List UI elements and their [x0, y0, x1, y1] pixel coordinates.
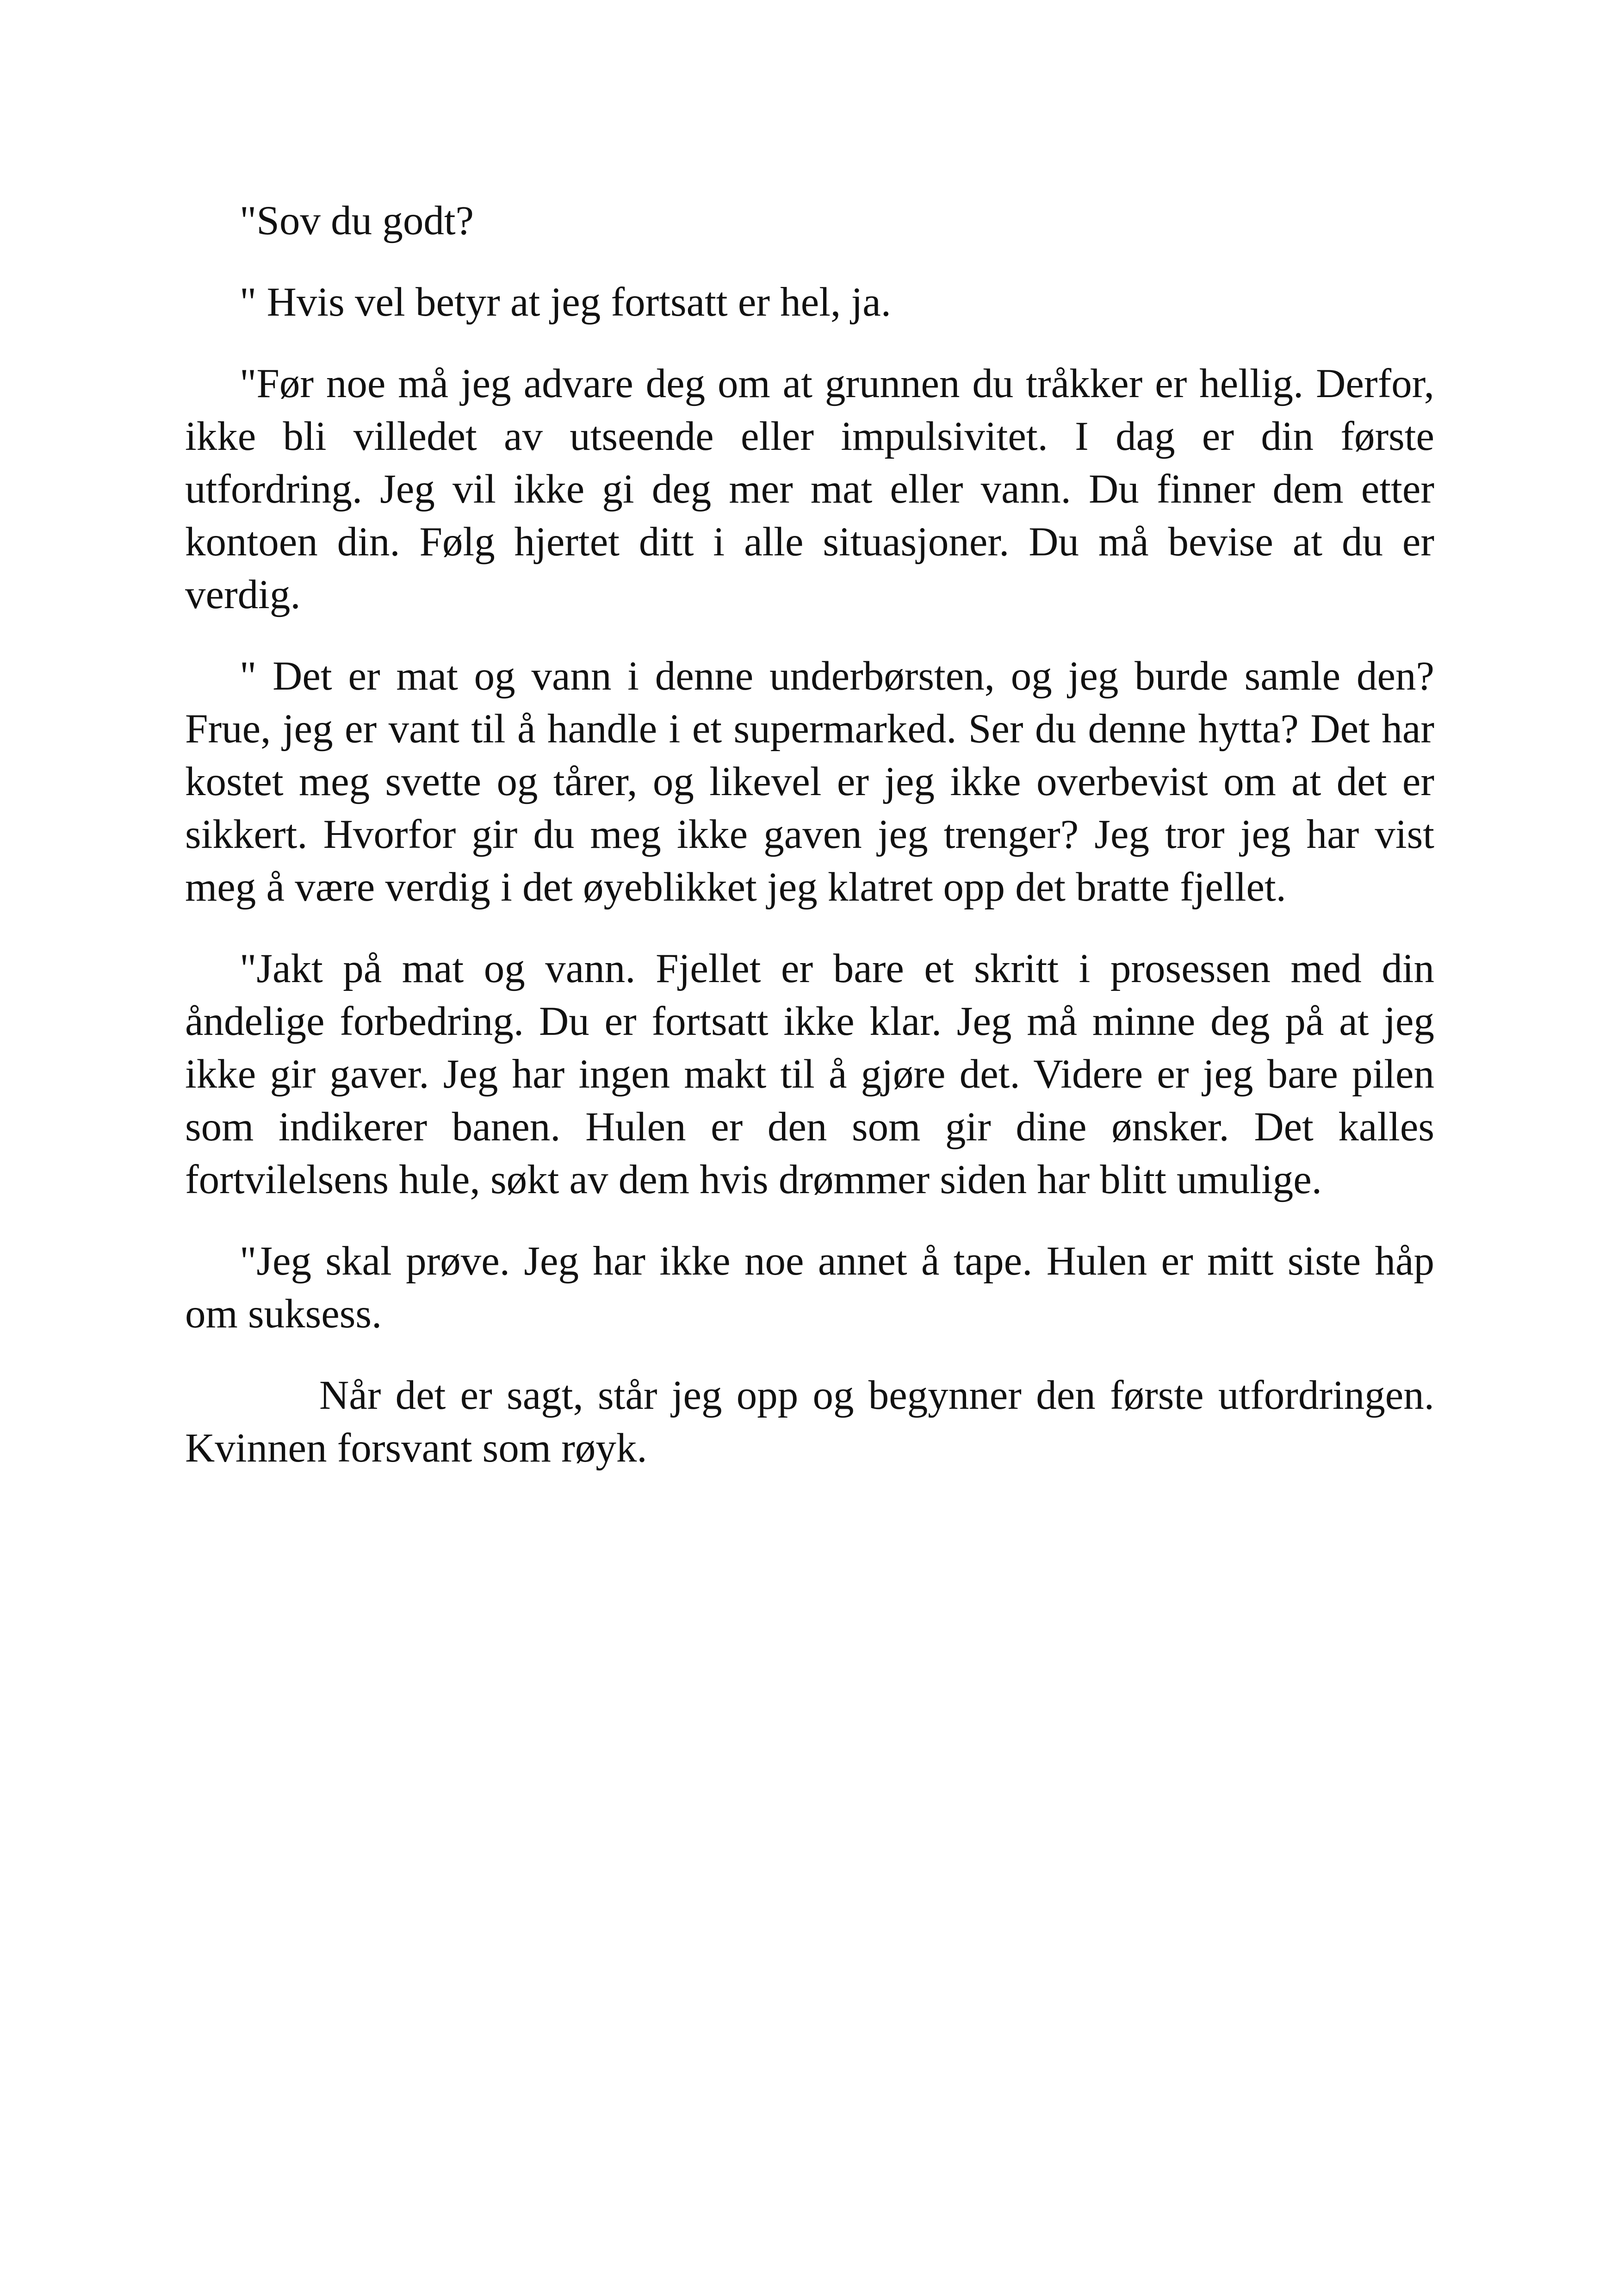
paragraph-3: "Før noe må jeg advare deg om at grunnen du tråkker er hellig. Derfor, ikke bli villedet av utseende eller impulsivitet. I dag er din første utfordring. Jeg vil ikke gi deg mer mat eller vann. Du finner dem etter kontoen din. Følg hjertet ditt i alle situasjoner. Du må bevise at du er verdig.	[185, 361, 1434, 617]
paragraph-2: " Hvis vel betyr at jeg fortsatt er hel, ja.	[240, 280, 891, 325]
paragraph-6: "Jeg skal prøve. Jeg har ikke noe annet å tape. Hulen er mitt siste håp om suksess.	[185, 1238, 1434, 1337]
paragraph-5: "Jakt på mat og vann. Fjellet er bare et skritt i prosessen med din åndelige forbedring. Du er fortsatt ikke klar. Jeg må minne deg på at jeg ikke gir gaver. Jeg har ingen makt til å gjøre det. Videre er jeg bare pilen som indikerer banen. Hulen er den som gir dine ønsker. Det kalles fortvilelsens hule, søkt av dem hvis drømmer siden har blitt umulige.	[185, 946, 1434, 1202]
body-text	[185, 194, 1434, 1503]
paragraph-4: " Det er mat og vann i denne underbørsten, og jeg burde samle den? Frue, jeg er vant til å handle i et supermarked. Ser du denne hytta? Det har kostet meg svette og tårer, og likevel er jeg ikke overbevist om at det er sikkert. Hvorfor gir du meg ikke gaven jeg trenger? Jeg tror jeg har vist meg å være verdig i det øyeblikket jeg klatret opp det bratte fjellet.	[185, 653, 1434, 910]
paragraph-1: "Sov du godt?	[240, 198, 474, 243]
paragraph-7: Når det er sagt, står jeg opp og begynner den første utfordringen. Kvinnen forsvant som røyk.	[185, 1373, 1434, 1471]
